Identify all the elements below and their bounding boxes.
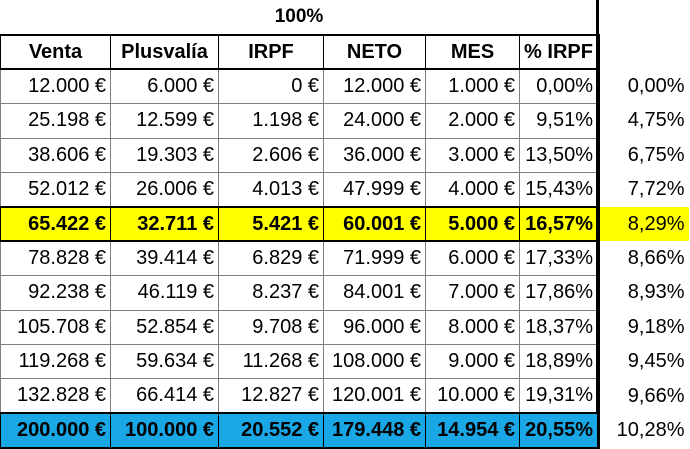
title-cell[interactable]: 100% — [274, 6, 324, 27]
header-row — [1, 35, 689, 69]
table-row — [1, 241, 689, 275]
cell-neto[interactable]: 84.001 € — [324, 276, 426, 310]
cell-neto[interactable]: 179.448 € — [324, 413, 426, 447]
header-pct-irpf[interactable]: % IRPF — [520, 35, 599, 69]
cell-plusvalia[interactable]: 12.599 € — [111, 104, 219, 138]
cell-neto[interactable]: 96.000 € — [324, 310, 426, 344]
header-venta[interactable]: Venta — [1, 35, 111, 69]
cell-pct-irpf[interactable]: 9,51% — [520, 104, 599, 138]
column-border — [596, 0, 599, 413]
cell-extra-pct[interactable]: 9,18% — [599, 310, 689, 344]
cell-extra-pct[interactable]: 7,72% — [599, 173, 689, 207]
cell-extra-pct[interactable]: 9,45% — [599, 345, 689, 379]
cell-pct-irpf[interactable]: 0,00% — [520, 69, 599, 103]
cell-neto[interactable]: 24.000 € — [324, 104, 426, 138]
cell-irpf[interactable]: 20.552 € — [219, 413, 324, 447]
cell-mes[interactable]: 14.954 € — [426, 413, 520, 447]
cell-extra-pct[interactable]: 8,29% — [599, 207, 689, 241]
cell-venta[interactable]: 119.268 € — [1, 345, 111, 379]
cell-neto[interactable]: 108.000 € — [324, 345, 426, 379]
cell-mes[interactable]: 2.000 € — [426, 104, 520, 138]
table-row — [1, 413, 689, 447]
table-row — [1, 379, 689, 413]
cell-mes[interactable]: 10.000 € — [426, 379, 520, 413]
cell-irpf[interactable]: 9.708 € — [219, 310, 324, 344]
header-plusvalia[interactable]: Plusvalía — [111, 35, 219, 69]
table-row — [1, 276, 689, 310]
cell-extra-pct[interactable]: 4,75% — [599, 104, 689, 138]
cell-venta[interactable]: 65.422 € — [1, 207, 111, 241]
cell-plusvalia[interactable]: 6.000 € — [111, 69, 219, 103]
cell-irpf[interactable]: 2.606 € — [219, 138, 324, 172]
cell-plusvalia[interactable]: 32.711 € — [111, 207, 219, 241]
header-irpf[interactable]: IRPF — [219, 35, 324, 69]
cell-pct-irpf[interactable]: 18,89% — [520, 345, 599, 379]
cell-venta[interactable]: 25.198 € — [1, 104, 111, 138]
cell-irpf[interactable]: 12.827 € — [219, 379, 324, 413]
table-row — [1, 173, 689, 207]
cell-venta[interactable]: 38.606 € — [1, 138, 111, 172]
cell-pct-irpf[interactable]: 15,43% — [520, 173, 599, 207]
header-mes[interactable]: MES — [426, 35, 520, 69]
cell-pct-irpf[interactable]: 13,50% — [520, 138, 599, 172]
cell-neto[interactable]: 120.001 € — [324, 379, 426, 413]
table-row — [1, 207, 689, 241]
cell-mes[interactable]: 7.000 € — [426, 276, 520, 310]
cell-pct-irpf[interactable]: 20,55% — [520, 413, 599, 447]
cell-irpf[interactable]: 4.013 € — [219, 173, 324, 207]
cell-neto[interactable]: 12.000 € — [324, 69, 426, 103]
cell-plusvalia[interactable]: 100.000 € — [111, 413, 219, 447]
cell-pct-irpf[interactable]: 17,33% — [520, 241, 599, 275]
cell-pct-irpf[interactable]: 18,37% — [520, 310, 599, 344]
cell-extra-pct[interactable]: 6,75% — [599, 138, 689, 172]
cell-neto[interactable]: 36.000 € — [324, 138, 426, 172]
cell-mes[interactable]: 4.000 € — [426, 173, 520, 207]
cell-pct-irpf[interactable]: 17,86% — [520, 276, 599, 310]
cell-plusvalia[interactable]: 66.414 € — [111, 379, 219, 413]
cell-pct-irpf[interactable]: 19,31% — [520, 379, 599, 413]
cell-plusvalia[interactable]: 39.414 € — [111, 241, 219, 275]
cell-irpf[interactable]: 5.421 € — [219, 207, 324, 241]
cell-mes[interactable]: 1.000 € — [426, 69, 520, 103]
cell-plusvalia[interactable]: 19.303 € — [111, 138, 219, 172]
cell-venta[interactable]: 12.000 € — [1, 69, 111, 103]
cell-venta[interactable]: 200.000 € — [1, 413, 111, 447]
cell-irpf[interactable]: 11.268 € — [219, 345, 324, 379]
cell-mes[interactable]: 9.000 € — [426, 345, 520, 379]
header-neto[interactable]: NETO — [324, 35, 426, 69]
cell-extra-pct[interactable]: 9,66% — [599, 379, 689, 413]
cell-irpf[interactable]: 8.237 € — [219, 276, 324, 310]
cell-plusvalia[interactable]: 52.854 € — [111, 310, 219, 344]
table-row — [1, 138, 689, 172]
table-row — [1, 69, 689, 103]
cell-extra-pct[interactable]: 8,93% — [599, 276, 689, 310]
cell-mes[interactable]: 8.000 € — [426, 310, 520, 344]
cell-mes[interactable]: 6.000 € — [426, 241, 520, 275]
cell-plusvalia[interactable]: 59.634 € — [111, 345, 219, 379]
cell-irpf[interactable]: 1.198 € — [219, 104, 324, 138]
cell-irpf[interactable]: 6.829 € — [219, 241, 324, 275]
cell-mes[interactable]: 3.000 € — [426, 138, 520, 172]
cell-irpf[interactable]: 0 € — [219, 69, 324, 103]
cell-plusvalia[interactable]: 26.006 € — [111, 173, 219, 207]
cell-extra-pct[interactable]: 10,28% — [599, 413, 689, 447]
cell-neto[interactable]: 47.999 € — [324, 173, 426, 207]
table-row — [1, 104, 689, 138]
cell-extra-pct[interactable]: 0,00% — [599, 69, 689, 103]
cell-neto[interactable]: 71.999 € — [324, 241, 426, 275]
table-row — [1, 345, 689, 379]
cell-neto[interactable]: 60.001 € — [324, 207, 426, 241]
cell-venta[interactable]: 105.708 € — [1, 310, 111, 344]
data-table — [0, 34, 689, 449]
cell-mes[interactable]: 5.000 € — [426, 207, 520, 241]
cell-venta[interactable]: 52.012 € — [1, 173, 111, 207]
cell-extra-pct[interactable]: 8,66% — [599, 241, 689, 275]
cell-plusvalia[interactable]: 46.119 € — [111, 276, 219, 310]
cell-venta[interactable]: 92.238 € — [1, 276, 111, 310]
header-empty[interactable] — [599, 35, 689, 69]
cell-venta[interactable]: 78.828 € — [1, 241, 111, 275]
table-row — [1, 310, 689, 344]
cell-pct-irpf[interactable]: 16,57% — [520, 207, 599, 241]
cell-venta[interactable]: 132.828 € — [1, 379, 111, 413]
